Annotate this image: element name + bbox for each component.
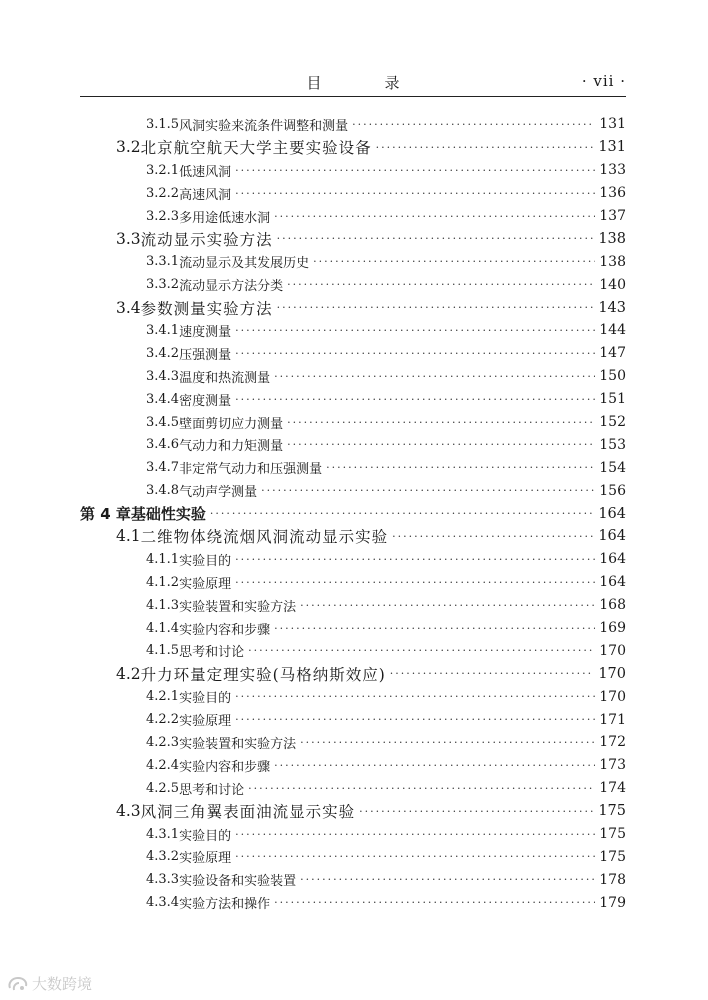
toc-entry-title: 流动显示及其发展历史	[179, 256, 310, 272]
toc-entry-title: 流动显示实验方法	[140, 230, 273, 249]
toc-subsection-entry[interactable]	[80, 891, 626, 914]
toc-entry-title: 实验内容和步骤	[179, 759, 271, 775]
toc-subsection-entry[interactable]	[80, 594, 626, 617]
toc-entry-number: 4.2.1	[146, 689, 180, 705]
running-header	[80, 72, 626, 97]
toc-section-entry[interactable]	[80, 525, 626, 548]
dot-leader	[390, 667, 595, 680]
toc-entry-title: 流动显示方法分类	[179, 279, 284, 295]
toc-entry-title: 气动力和力矩测量	[179, 439, 284, 455]
toc-subsection-entry[interactable]	[80, 159, 626, 182]
toc-subsection-entry[interactable]	[80, 777, 626, 800]
dot-leader	[274, 759, 595, 772]
toc-entry-page: 153	[599, 436, 626, 453]
toc-entry-number: 3.3	[116, 229, 141, 248]
toc-entry-title: 多用途低速水洞	[179, 210, 271, 226]
toc-entry-title: 非定常气动力和压强测量	[179, 462, 323, 478]
toc-entry-title: 实验设备和实验装置	[179, 874, 297, 890]
toc-entry-page: 147	[599, 345, 626, 362]
toc-entry-title: 高速风洞	[179, 187, 232, 203]
toc-entry-page: 178	[599, 871, 626, 888]
toc-entry-number: 4.3.2	[146, 849, 180, 865]
toc-subsection-entry[interactable]	[80, 433, 626, 456]
toc-entry-title: 压强测量	[179, 347, 232, 363]
dot-leader	[261, 484, 595, 497]
toc-entry-title: 实验原理	[179, 851, 232, 867]
toc-entry-title: 参数测量实验方法	[140, 299, 273, 318]
toc-entry-title: 思考和讨论	[179, 645, 245, 661]
toc-entry-number: 4.2	[116, 664, 141, 683]
dot-leader	[277, 301, 595, 314]
toc-entry-page: 150	[599, 368, 626, 385]
toc-entry-number: 3.4.2	[146, 345, 180, 361]
toc-entry-page: 174	[599, 780, 626, 797]
dot-leader	[235, 850, 595, 863]
toc-entry-number: 3.4.3	[146, 368, 180, 384]
toc-subsection-entry[interactable]	[80, 113, 626, 136]
toc-entry-page: 171	[599, 711, 626, 728]
dot-leader	[274, 370, 595, 383]
toc-entry-page: 169	[599, 620, 626, 637]
toc-entry-title: 实验方法和操作	[179, 897, 271, 913]
toc-entry-number: 4.2.3	[146, 734, 180, 750]
toc-entry-title: 风洞实验来流条件调整和测量	[179, 118, 349, 134]
toc-entry-title: 实验原理	[179, 714, 232, 730]
toc-subsection-entry[interactable]	[80, 846, 626, 869]
toc-entry-title: 北京航空航天大学主要实验设备	[140, 139, 372, 158]
toc-entry-title: 实验目的	[179, 828, 232, 844]
toc-entry-title: 壁面剪切应力测量	[179, 416, 284, 432]
watermark-text: 大数跨境	[32, 975, 93, 993]
toc-entry-number: 3.2.2	[146, 185, 180, 201]
dot-leader	[313, 255, 595, 268]
toc-entry-number: 4.2.5	[146, 780, 180, 796]
toc-subsection-entry[interactable]	[80, 823, 626, 846]
toc-subsection-entry[interactable]	[80, 182, 626, 205]
toc-entry-page: 138	[599, 253, 626, 270]
watermark-logo-icon	[6, 975, 30, 993]
dot-leader	[287, 278, 595, 291]
toc-subsection-entry[interactable]	[80, 617, 626, 640]
dot-leader	[300, 736, 595, 749]
toc-entry-page: 133	[599, 162, 626, 179]
toc-subsection-entry[interactable]	[80, 685, 626, 708]
dot-leader	[274, 210, 595, 223]
dot-leader	[274, 896, 595, 909]
toc-subsection-entry[interactable]	[80, 571, 626, 594]
toc-entry-title: 低速风洞	[179, 164, 232, 180]
toc-entry-number: 第 4 章	[80, 505, 131, 524]
toc-entry-page: 131	[599, 116, 626, 133]
toc-entry-page: 140	[599, 276, 626, 293]
dot-leader	[235, 187, 595, 200]
toc-entry-title: 实验装置和实验方法	[179, 736, 297, 752]
toc-subsection-entry[interactable]	[80, 250, 626, 273]
toc-entry-number: 3.4.6	[146, 437, 180, 453]
dot-leader	[235, 713, 595, 726]
toc-entry-number: 4.1.1	[146, 551, 180, 567]
toc-entry-title: 实验内容和步骤	[179, 622, 271, 638]
dot-leader	[287, 416, 595, 429]
dot-leader	[277, 232, 595, 245]
toc-entry-page: 154	[599, 459, 626, 476]
dot-leader	[326, 461, 595, 474]
toc-entry-title: 思考和讨论	[179, 782, 245, 798]
toc-subsection-entry[interactable]	[80, 754, 626, 777]
toc-entry-page: 164	[599, 551, 626, 568]
toc-section-entry[interactable]	[80, 296, 626, 319]
toc-entry-page: 170	[598, 665, 626, 682]
watermark	[6, 973, 92, 994]
toc-entry-title: 升力环量定理实验(马格纳斯效应)	[140, 665, 386, 684]
toc-entry-number: 4.3	[116, 802, 141, 821]
toc-entry-page: 152	[599, 414, 626, 431]
toc-entry-page: 170	[599, 688, 626, 705]
dot-leader	[392, 530, 594, 543]
toc-section-entry[interactable]	[80, 136, 626, 159]
toc-entry-page: 172	[599, 734, 626, 751]
toc-entry-page: 164	[599, 574, 626, 591]
toc-subsection-entry[interactable]	[80, 388, 626, 411]
toc-entry-page: 175	[599, 848, 626, 865]
toc-entry-title: 实验装置和实验方法	[179, 599, 297, 615]
toc-subsection-entry[interactable]	[80, 868, 626, 891]
toc-subsection-entry[interactable]	[80, 411, 626, 434]
toc-entry-number: 4.1.5	[146, 643, 180, 659]
toc-entry-number: 4.1	[116, 527, 141, 546]
dot-leader	[210, 507, 594, 520]
toc-entry-title: 实验目的	[179, 553, 232, 569]
toc-entry-number: 3.2.1	[146, 162, 180, 178]
toc-entry-number: 3.4.4	[146, 391, 180, 407]
header-title: 目 录	[306, 74, 424, 92]
toc-entry-page: 170	[599, 642, 626, 659]
toc-entry-number: 3.3.2	[146, 277, 180, 293]
toc-entry-page: 164	[598, 505, 626, 522]
dot-leader	[235, 553, 595, 566]
toc-entry-page: 143	[598, 299, 626, 316]
toc-section-entry[interactable]	[80, 662, 626, 685]
toc-entry-title: 实验目的	[179, 691, 232, 707]
toc-subsection-entry[interactable]	[80, 548, 626, 571]
toc-subsection-entry[interactable]	[80, 205, 626, 228]
dot-leader	[235, 576, 595, 589]
toc-entry-number: 4.1.4	[146, 620, 180, 636]
toc-entry-number: 4.3.4	[146, 895, 180, 911]
toc-entry-number: 4.2.4	[146, 757, 180, 773]
toc-entry-number: 4.3.3	[146, 872, 180, 888]
toc-entry-page: 138	[598, 230, 626, 247]
toc-entry-page: 137	[599, 208, 626, 224]
toc-section-entry[interactable]	[80, 800, 626, 823]
toc-entry-page: 136	[599, 185, 626, 202]
toc-entry-page: 179	[599, 894, 626, 911]
toc-entry-page: 131	[598, 139, 626, 156]
toc-entry-page: 151	[599, 391, 626, 408]
dot-leader	[235, 324, 595, 337]
toc-entry-page: 175	[599, 826, 626, 843]
toc-entry-number: 4.1.3	[146, 597, 180, 613]
toc-entry-title: 风洞三角翼表面油流显示实验	[140, 803, 356, 822]
dot-leader	[274, 622, 595, 635]
toc-subsection-entry[interactable]	[80, 708, 626, 731]
dot-leader	[235, 393, 595, 406]
toc-entry-page: 164	[598, 528, 626, 545]
dot-leader	[352, 118, 595, 131]
toc-entry-number: 3.4.5	[146, 414, 180, 430]
toc-entry-title: 温度和热流测量	[179, 370, 271, 386]
toc-subsection-entry[interactable]	[80, 319, 626, 342]
toc-subsection-entry[interactable]	[80, 639, 626, 662]
toc-entry-number: 4.2.2	[146, 712, 180, 728]
toc-entry-page: 156	[599, 482, 626, 499]
toc-entry-title: 气动声学测量	[179, 485, 258, 501]
dot-leader	[248, 782, 595, 795]
toc-subsection-entry[interactable]	[80, 273, 626, 296]
toc-entry-title: 速度测量	[179, 324, 232, 340]
toc-entry-title: 密度测量	[179, 393, 232, 409]
toc-subsection-entry[interactable]	[80, 456, 626, 479]
table-of-contents	[80, 113, 626, 914]
dot-leader	[235, 347, 595, 360]
toc-entry-number: 3.4.8	[146, 483, 180, 499]
toc-entry-number: 4.1.2	[146, 574, 180, 590]
toc-entry-page: 173	[599, 757, 626, 774]
dot-leader	[235, 828, 595, 841]
toc-entry-number: 3.2.3	[146, 208, 180, 224]
toc-entry-number: 3.4.1	[146, 322, 180, 338]
dot-leader	[300, 599, 595, 612]
dot-leader	[235, 164, 595, 177]
toc-section-entry[interactable]	[80, 227, 626, 250]
header-page-number: · vii ·	[581, 72, 626, 90]
toc-entry-title: 实验原理	[179, 576, 232, 592]
dot-leader	[248, 644, 595, 657]
toc-chapter-entry[interactable]	[80, 502, 626, 525]
toc-entry-number: 3.4	[116, 298, 141, 317]
toc-entry-title: 基础性实验	[130, 505, 206, 524]
toc-subsection-entry[interactable]	[80, 479, 626, 502]
toc-entry-number: 3.4.7	[146, 460, 180, 476]
toc-subsection-entry[interactable]	[80, 731, 626, 754]
toc-entry-page: 175	[598, 803, 626, 820]
toc-subsection-entry[interactable]	[80, 342, 626, 365]
toc-entry-page: 144	[599, 322, 626, 339]
toc-subsection-entry[interactable]	[80, 365, 626, 388]
dot-leader	[376, 141, 595, 154]
dot-leader	[359, 805, 594, 818]
toc-entry-page: 168	[599, 597, 626, 614]
dot-leader	[235, 690, 595, 703]
toc-entry-number: 4.3.1	[146, 826, 180, 842]
toc-entry-title: 二维物体绕流烟风洞流动显示实验	[140, 528, 389, 547]
dot-leader	[300, 873, 595, 886]
toc-entry-number: 3.1.5	[146, 116, 180, 132]
dot-leader	[287, 438, 595, 451]
toc-entry-number: 3.3.1	[146, 254, 180, 270]
toc-entry-number: 3.2	[116, 138, 141, 157]
